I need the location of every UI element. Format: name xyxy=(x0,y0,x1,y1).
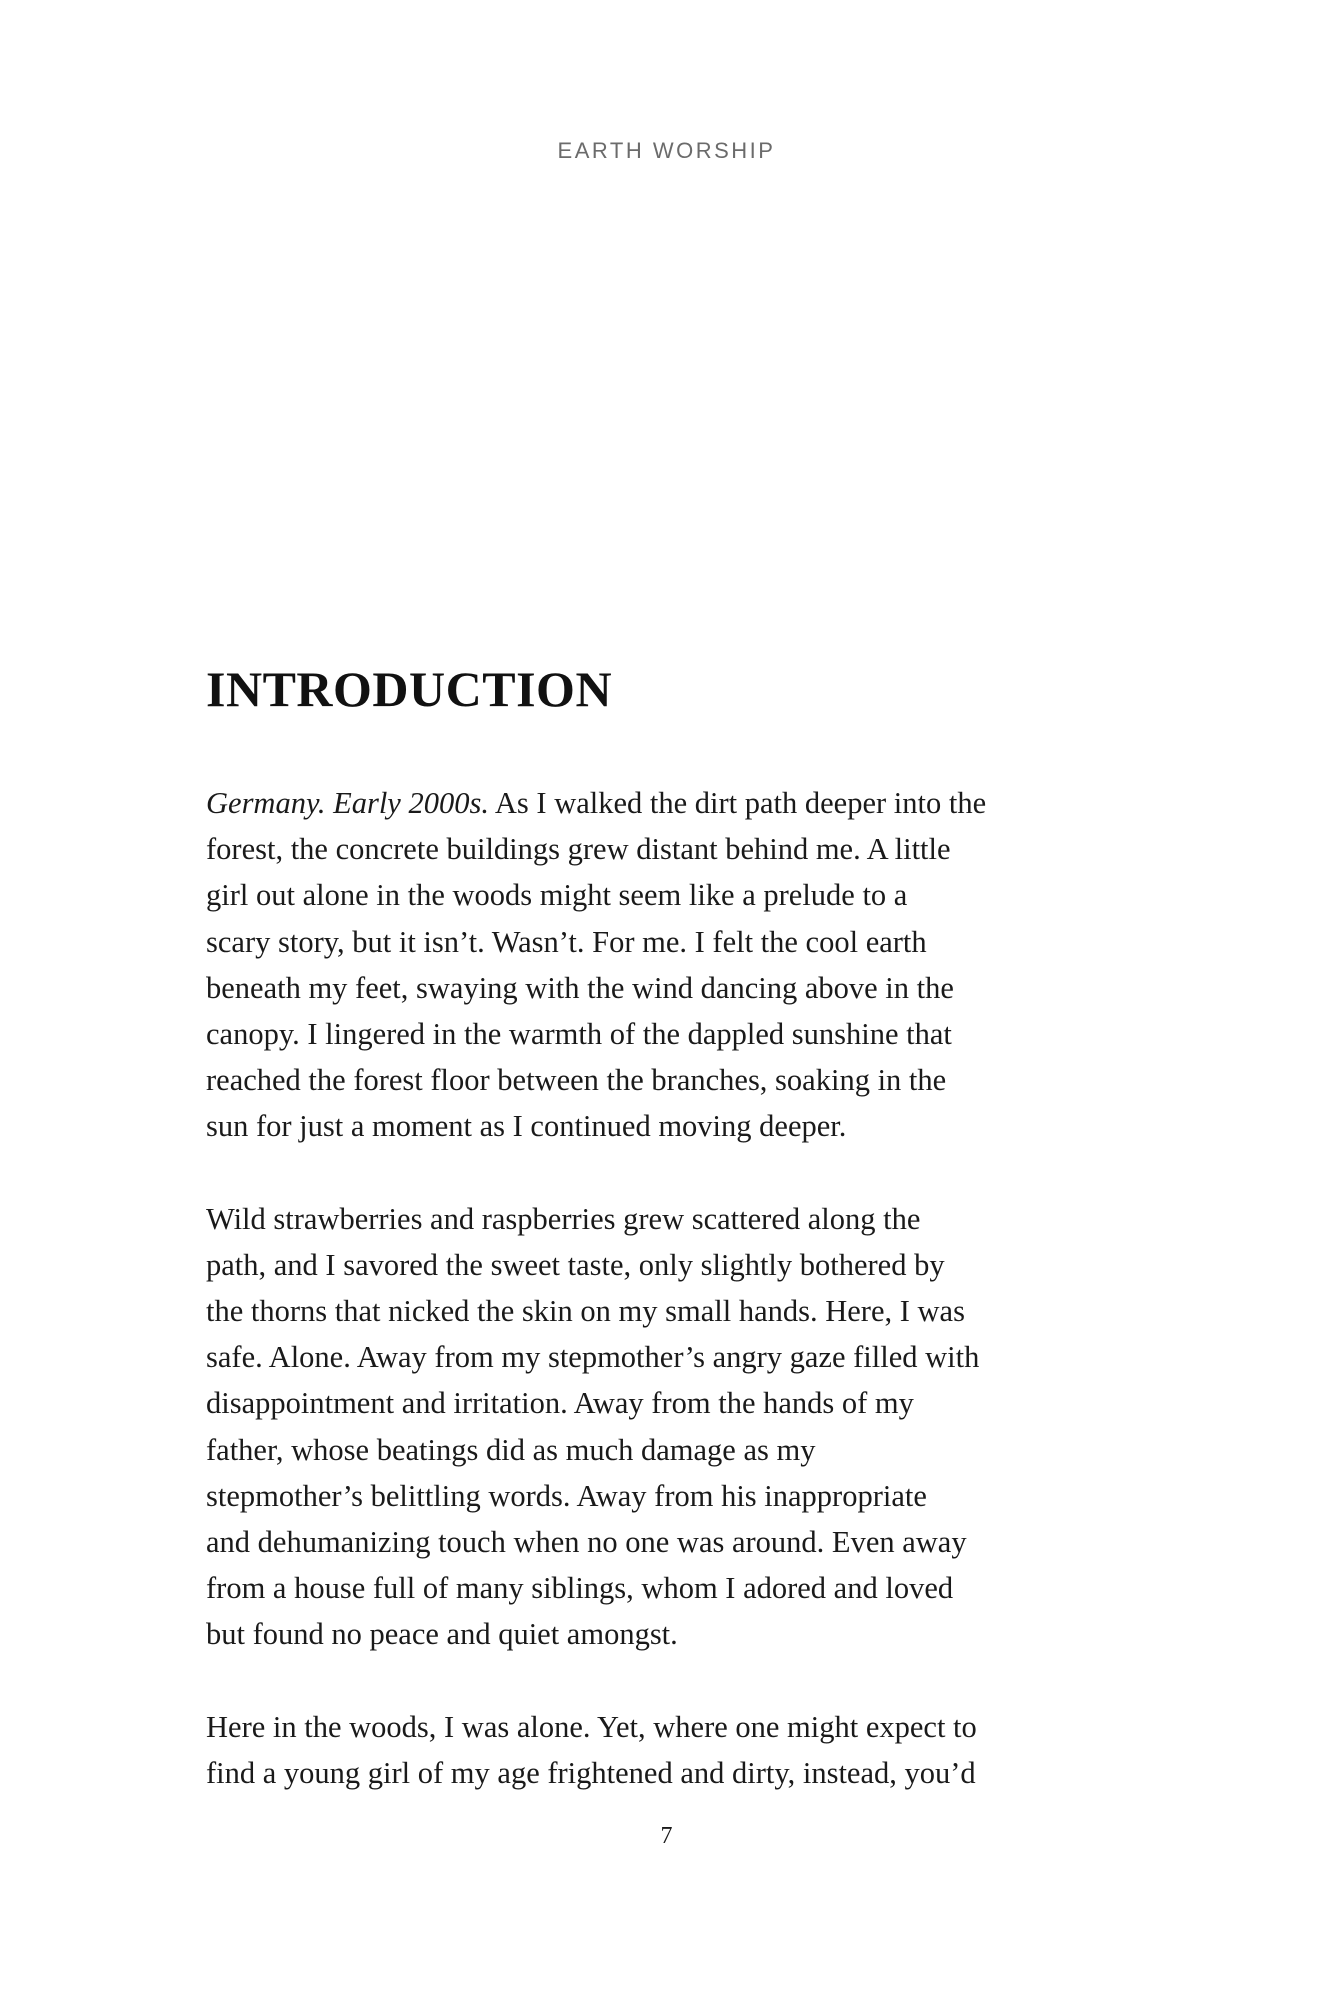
text-line: find a young girl of my age frightened and dirty, instead, you’d xyxy=(206,1755,976,1790)
text-line: from a house full of many siblings, whom I adored and loved xyxy=(206,1571,954,1606)
text-line: sun for just a moment as I continued moving deeper. xyxy=(206,1109,847,1144)
text-line: Here in the woods, I was alone. Yet, where one might expect to xyxy=(206,1709,977,1744)
text-line: stepmother’s belittling words. Away from his inappropriate xyxy=(206,1478,927,1513)
running-header: EARTH WORSHIP xyxy=(557,138,776,163)
text-line: the thorns that nicked the skin on my small hands. Here, I was xyxy=(206,1294,965,1329)
paragraph-1 xyxy=(206,780,1136,1150)
text-line: reached the forest floor between the branches, soaking in the xyxy=(206,1063,947,1098)
text-line: forest, the concrete buildings grew distant behind me. A little xyxy=(206,832,951,867)
chapter-title: INTRODUCTION xyxy=(206,661,613,717)
paragraph-3 xyxy=(206,1704,1136,1796)
text-line: canopy. I lingered in the warmth of the dappled sunshine that xyxy=(206,1017,952,1052)
text-line: Wild strawberries and raspberries grew scattered along the xyxy=(206,1201,921,1236)
text-line: safe. Alone. Away from my stepmother’s angry gaze filled with xyxy=(206,1340,980,1375)
text-line: father, whose beatings did as much damage as my xyxy=(206,1432,816,1467)
text-line: Germany. Early 2000s. As I walked the dirt path deeper into the xyxy=(206,786,987,820)
text-line: path, and I savored the sweet taste, only slightly bothered by xyxy=(206,1247,945,1282)
text-line: but found no peace and quiet amongst. xyxy=(206,1617,678,1652)
paragraph-2 xyxy=(206,1196,1136,1658)
body-text xyxy=(206,780,1136,1842)
text-line: girl out alone in the woods might seem like a prelude to a xyxy=(206,878,908,913)
text-line: disappointment and irritation. Away from the hands of my xyxy=(206,1386,914,1421)
text-line: scary story, but it isn’t. Wasn’t. For me. I felt the cool earth xyxy=(206,924,927,959)
text-line: and dehumanizing touch when no one was around. Even away xyxy=(206,1525,967,1560)
page-number: 7 xyxy=(660,1823,673,1849)
text-line: beneath my feet, swaying with the wind dancing above in the xyxy=(206,970,954,1005)
place-date-lead: Germany. Early 2000s. xyxy=(206,786,489,820)
